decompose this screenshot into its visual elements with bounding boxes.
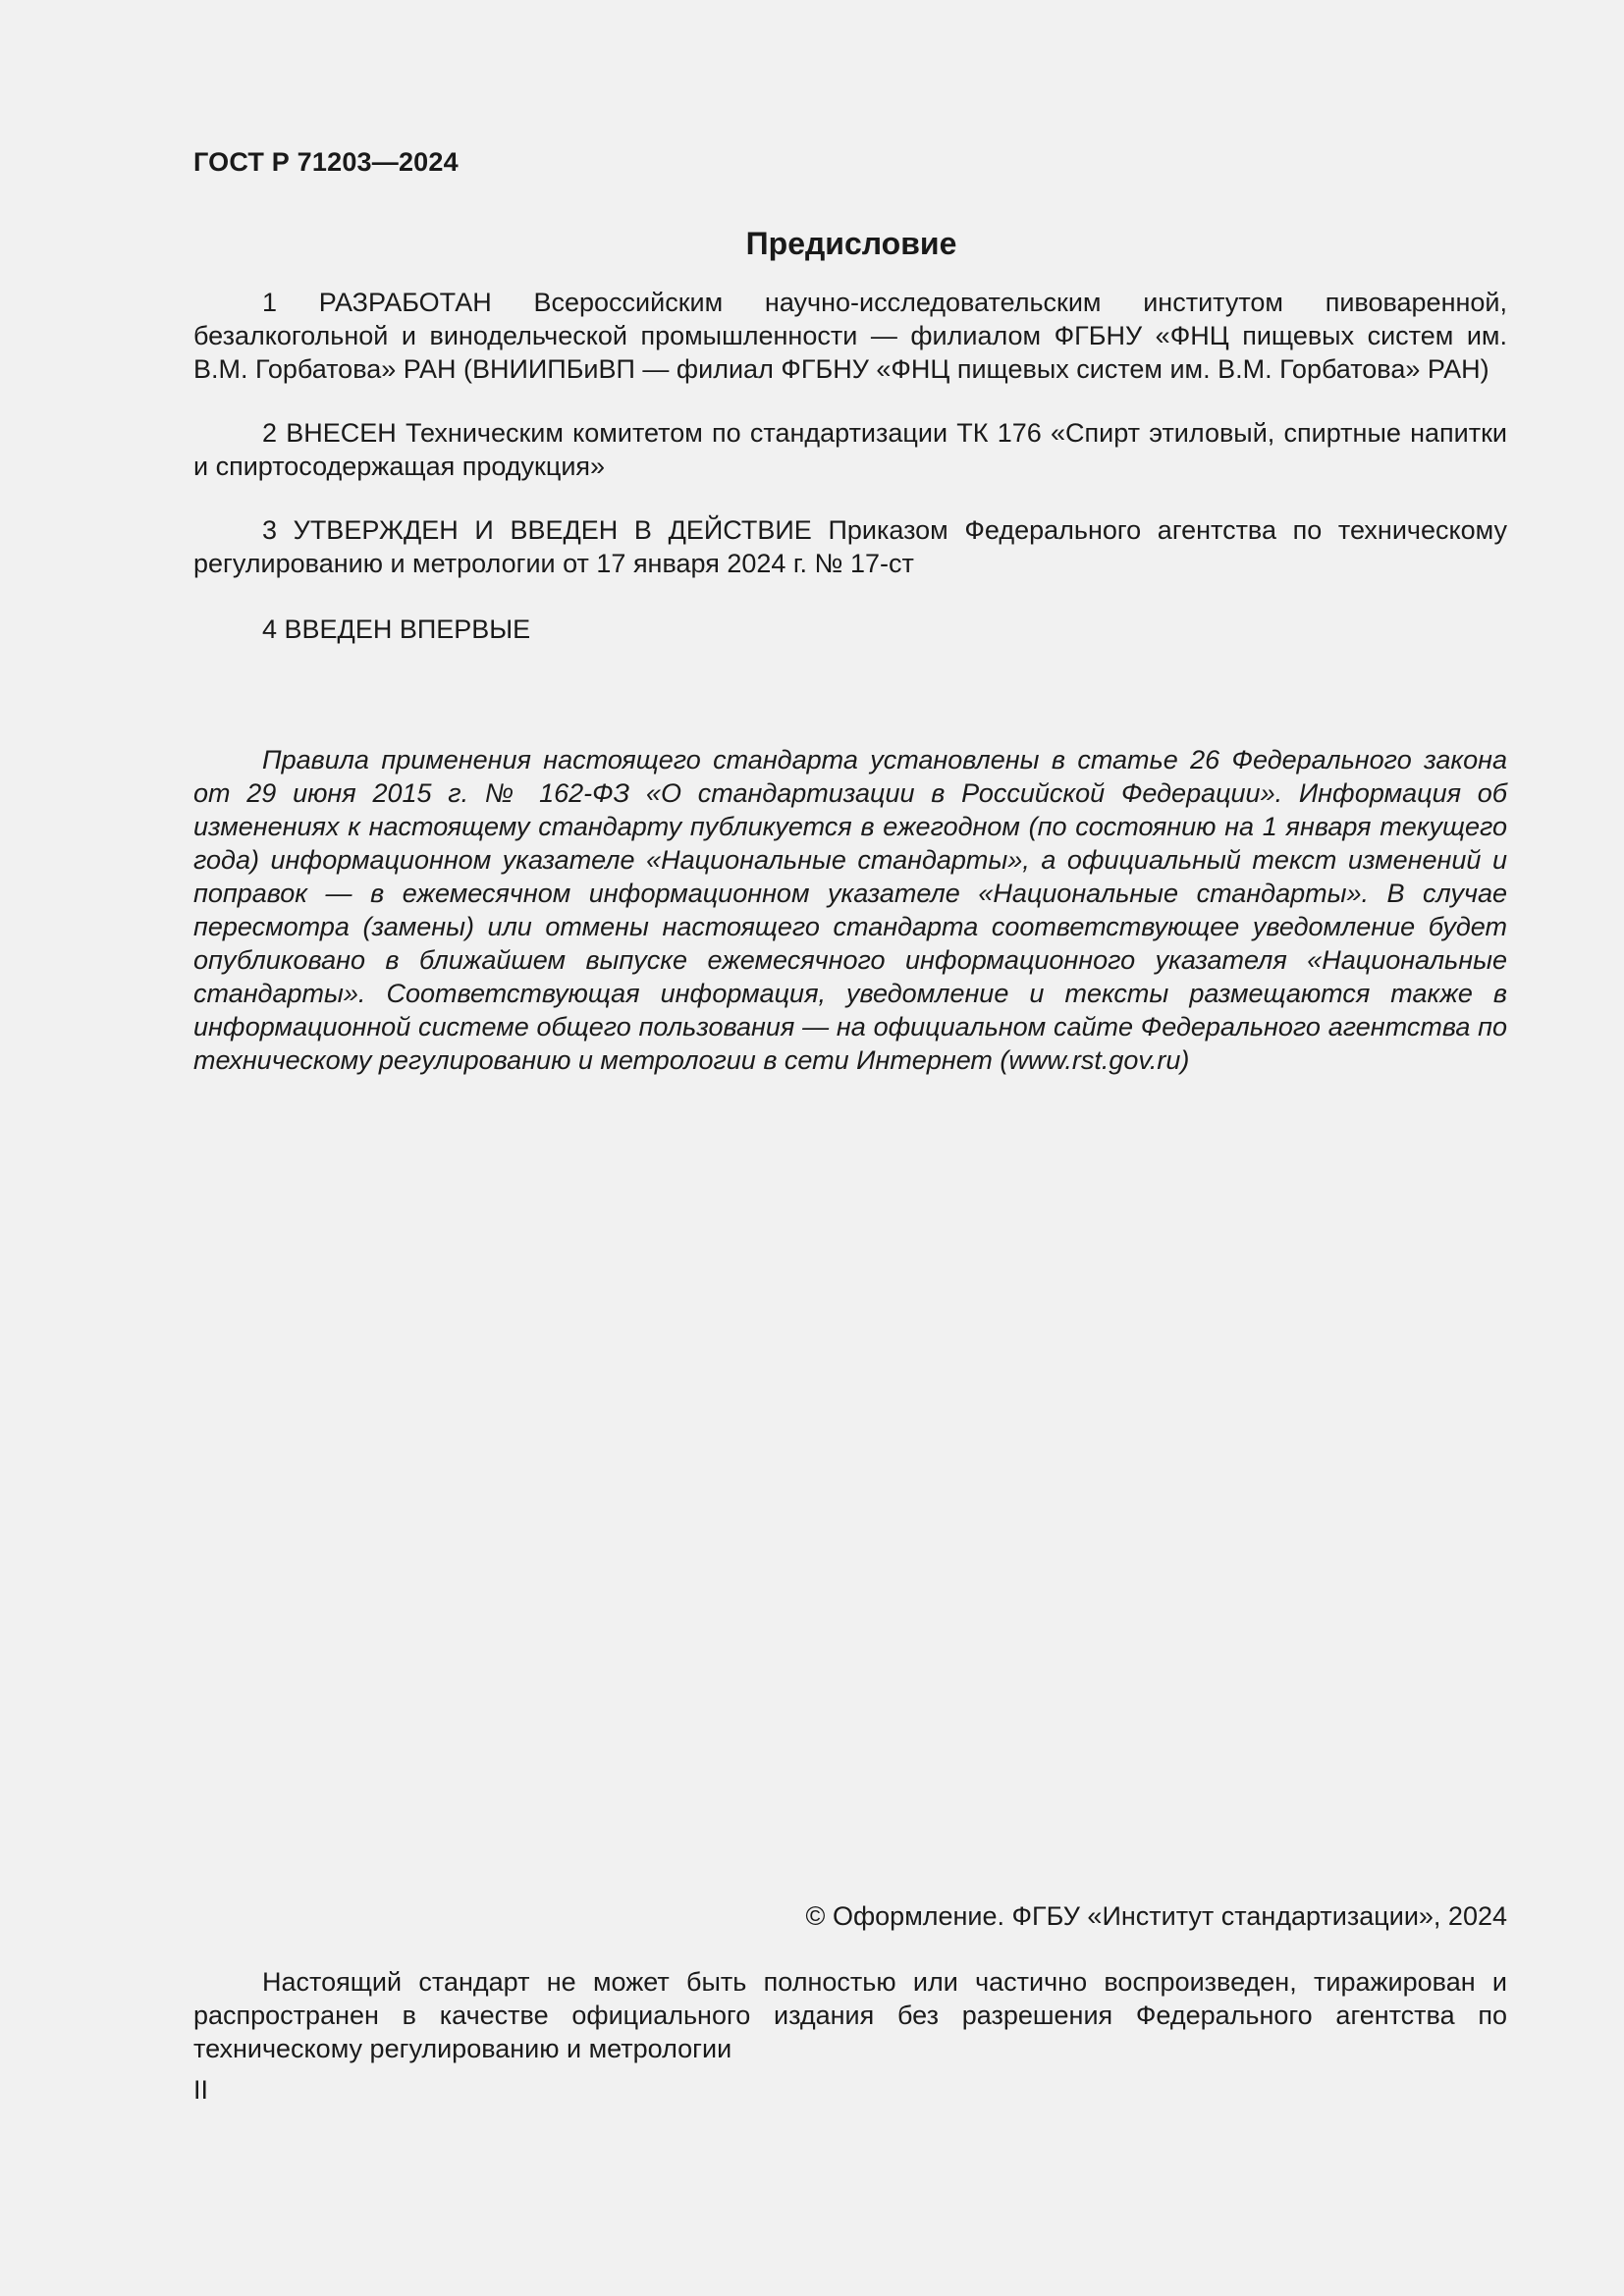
foreword-item-introduced: 2 ВНЕСЕН Техническим комитетом по стандартизации ТК 176 «Спирт этиловый, спиртные напитки и спиртосодержащая продукция» <box>193 418 1507 481</box>
application-rules-text: Правила применения настоящего стандарта установлены в статье 26 Федерального закона от 29 июня 2015 г. № 162-ФЗ «О стандартизации в Российской Федерации». Информация об изменениях к настоящему стандарту публикуется в ежегодном (по состоянию на 1 января текущего года) информационном указателе «Национальные стандарты», а официальный текст изменений и поправок — в ежемесячном информационном указателе «Национальные стандарты». В случае пересмотра (замены) или отмены настоящего стандарта соответствующее уведомление будет опубликовано в ближайшем выпуске ежемесячного информационного указателя «Национальные стандарты». Соответствующая информация, уведомление и тексты размещаются также в информационной системе общего пользования — на официальном сайте Федерального агентства по техническому регулированию и метрологии в сети Интернет (www.rst.gov.ru) <box>193 745 1507 1075</box>
foreword-item-first-time: 4 ВВЕДЕН ВПЕРВЫЕ <box>262 614 531 644</box>
standard-code: ГОСТ Р 71203—2024 <box>193 147 459 177</box>
reproduction-notice: Настоящий стандарт не может быть полностью или частично воспроизведен, тиражирован и распространен в качестве официального издания без разрешения Федерального агентства по техническому регулированию и метрологии <box>193 1967 1507 2063</box>
page-number: II <box>193 2075 209 2105</box>
foreword-item-approved: 3 УТВЕРЖДЕН И ВВЕДЕН В ДЕЙСТВИЕ Приказом Федерального агентства по техническому регулированию и метрологии от 17 января 2024 г. № 17-ст <box>193 515 1507 578</box>
copyright-line: © Оформление. ФГБУ «Институт стандартизации», 2024 <box>805 1901 1507 1931</box>
foreword-item-developed: 1 РАЗРАБОТАН Всероссийским научно-исследовательским институтом пивоваренной, безалкогольной и винодельческой промышленности — филиалом ФГБНУ «ФНЦ пищевых систем им. В.М. Горбатова» РАН (ВНИИПБиВП — филиал ФГБНУ «ФНЦ пищевых систем им. В.М. Горбатова» РАН) <box>193 288 1507 384</box>
page-title: Предисловие <box>745 226 957 261</box>
